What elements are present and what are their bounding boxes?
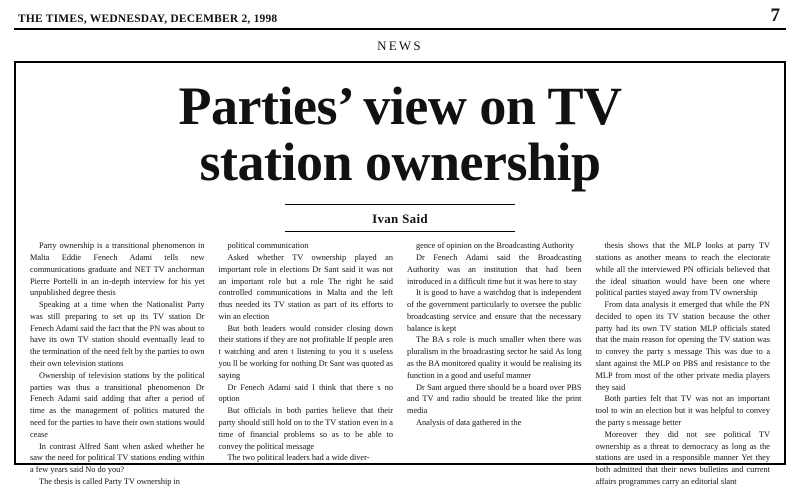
- paragraph: But officials in both parties believe that their party should still hold on to the TV station even in a time of financial problems so as to be able to convey the political message: [218, 406, 393, 451]
- paragraph: Analysis of data gathered in the: [416, 417, 522, 427]
- byline-wrap: [30, 204, 770, 232]
- article-column-1: [30, 240, 205, 487]
- article-column-4: [596, 240, 771, 487]
- paragraph: From data analysis it emerged that while the PN decided to open its TV station because the other party had its own TV station MLP officials stated that the main reason for opening the TV station was to convey the party s message This was due to a slant against the MLP on PBS and resistance to the MLP from most of the other private media players they said: [595, 300, 770, 392]
- paragraph: It is good to have a watchdog that is independent of the government particularly to oversee the public broadcasting service and ensure that the necessary balance is kept: [407, 288, 582, 333]
- article-column-2: [219, 240, 394, 487]
- paragraph: gence of opinion on the Broadcasting Authority: [416, 241, 575, 251]
- paragraph: Asked whether TV ownership played an important role in elections Dr Sant said it was not an important role but a role The right he said controlled communications in Malta and the left thus needed its TV station as part of its efforts to win an election: [218, 253, 393, 321]
- section-bar: [14, 30, 786, 61]
- byline: [285, 204, 515, 232]
- paragraph: The two political leaders had a wide diver-: [227, 453, 370, 463]
- paragraph: Both parties felt that TV was not an important tool to win an election but it was helpful to convey the party s message better: [595, 394, 770, 427]
- publication-line: THE TIMES, WEDNESDAY, DECEMBER 2, 1998: [18, 13, 278, 25]
- headline-line-2: station ownership: [199, 131, 601, 192]
- page-number: 7: [770, 5, 780, 26]
- paragraph: Ownership of television stations by the political parties was thus a transitional phenomenon Dr Fenech Adami said adding that after a period of time as the management of politics matured the need for the parties to have their own stations would cease: [30, 370, 205, 439]
- headline-line-1: Parties’ view on TV: [178, 76, 622, 136]
- paragraph: political communication: [227, 241, 309, 251]
- paragraph: thesis shows that the MLP looks at party TV stations as another means to reach the electorate while all the interviewed PN officials believed that the ideal situation would have been one where political parties stayed away from TV ownership: [595, 241, 770, 298]
- article-columns: [30, 240, 770, 487]
- masthead: [14, 0, 786, 30]
- section-label: NEWS: [377, 38, 423, 53]
- paragraph: Speaking at a time when the Nationalist Party was still preparing to set up its TV station Dr Fenech Adami said the fact that the PN was about to have its own TV station should eventually lead to the termination of the need felt by the parties to own their own television stations: [30, 300, 205, 369]
- paragraph: Dr Sant argued there should be a board over PBS and TV and radio should be treated like the print media: [407, 382, 582, 416]
- paragraph: In contrast Alfred Sant when asked whether he saw the need for political TV stations ending within a few years said No do you?: [30, 441, 205, 475]
- paragraph: Dr Fenech Adami said the Broadcasting Authority was an institution that had been introduced in a difficult time but it was here to stay: [407, 253, 582, 286]
- article-frame: [14, 61, 786, 486]
- byline-author: Ivan Said: [372, 211, 428, 227]
- page-title: [30, 76, 770, 192]
- paragraph: But both leaders would consider closing down their stations if they are not profitable If people aren t watching and aren t listening to you it s useless you ll be working for nothing Dr Sant was quoted as saying: [218, 323, 393, 380]
- paragraph: The thesis is called Party TV ownership in: [39, 476, 180, 486]
- paragraph: Dr Fenech Adami said I think that there s no option: [218, 382, 393, 404]
- article-column-3: [407, 240, 582, 487]
- paragraph: The BA s role is much smaller when there was pluralism in the broadcasting sector he said As long as the BA monitored quality it would be realising its function in a good and useful manner: [407, 335, 582, 380]
- paragraph: Party ownership is a transitional phenomenon in Malta Eddie Fenech Adami tells new communications graduate and NET TV anchorman Pierre Portelli in an in-depth interview for his yet unpublished degree thesis: [30, 241, 205, 298]
- paragraph: Moreover they did not see political TV ownership as a threat to democracy as long as the stations are used in a responsible manner Yet they both admitted that their news bulletins and current affairs programmes carry an editorial slant: [595, 429, 770, 486]
